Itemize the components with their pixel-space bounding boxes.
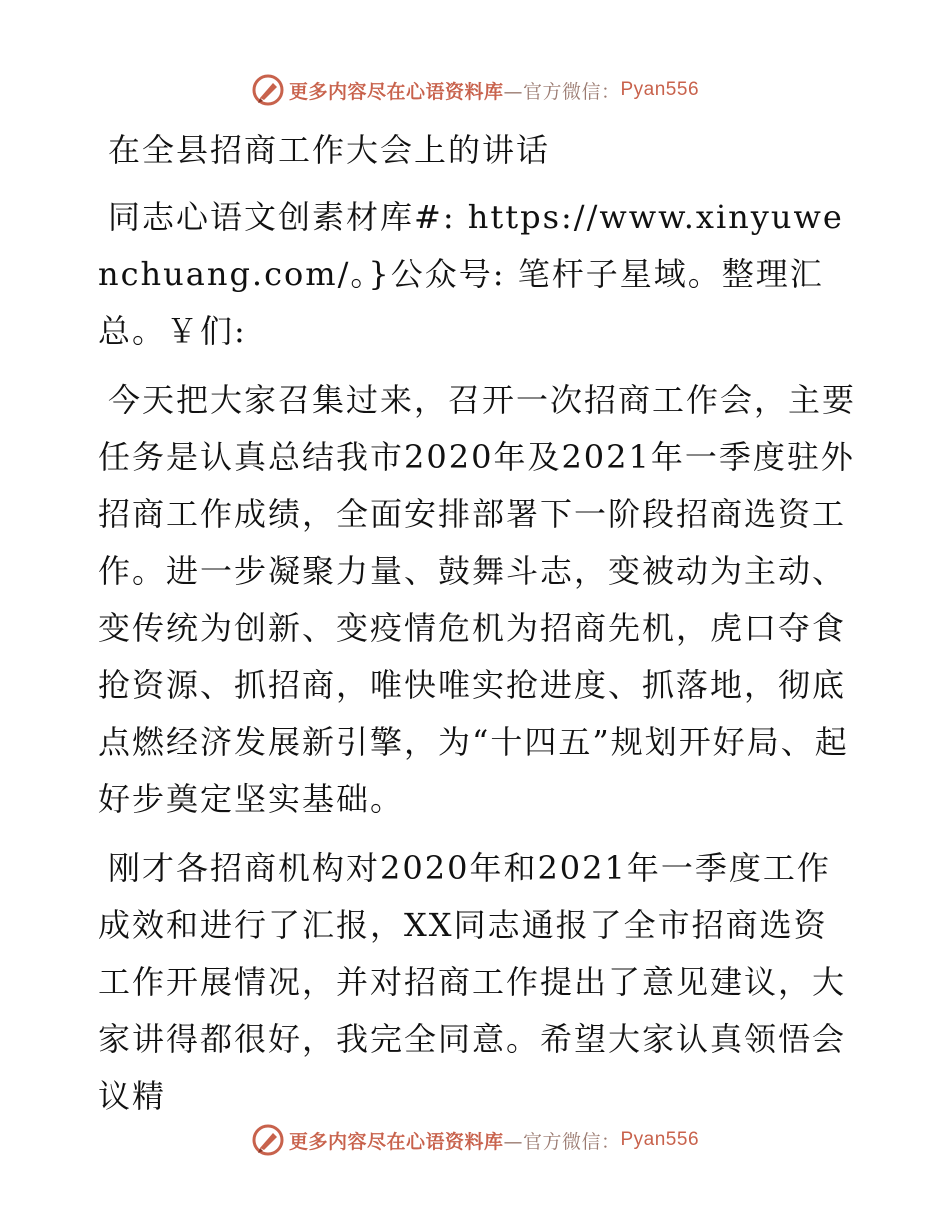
watermark-main-text: 更多内容尽在心语资料库 [288,80,504,103]
watermark-banner-bottom [0,1122,950,1158]
pen-logo-icon [251,73,285,107]
document-body [98,122,858,1137]
paragraph-2: 今天把大家召集过来，召开一次招商工作会，主要任务是认真总结我市2020年及2021年一季度驻外招商工作成绩，全面安排部署下一阶段招商选资工作。进一步凝聚力量、鼓舞斗志，变被动为主动、变传统为创新、变疫情危机为招商先机，虎口夺食抢资源、抓招商，唯快唯实抢进度、抓落地，彻底点燃经济发展新引擎，为“十四五”规划开好局、起好步奠定坚实基础。 [98,381,857,818]
document-title: 在全县招商工作大会上的讲话 [108,131,551,169]
watermark-account: Pyan556 [620,1129,700,1150]
watermark-account: Pyan556 [620,79,700,100]
watermark-sub-text: —官方微信： [503,80,621,103]
watermark-banner-top [0,72,950,108]
watermark-main-text: 更多内容尽在心语资料库 [288,1130,504,1153]
pen-logo-icon [251,1123,285,1157]
paragraph-3: 刚才各招商机构对2020年和2021年一季度工作成效和进行了汇报，XX同志通报了全市招商选资工作开展情况，并对招商工作提出了意见建议，大家讲得都很好，我完全同意。希望大家认真领悟会议精 [98,849,847,1115]
watermark-sub-text: —官方微信： [503,1130,621,1153]
paragraph-1: 同志心语文创素材库#: https://www.xinyuwenchuang.com/。}公众号: 笔杆子星域。整理汇总。￥们: [98,198,844,350]
